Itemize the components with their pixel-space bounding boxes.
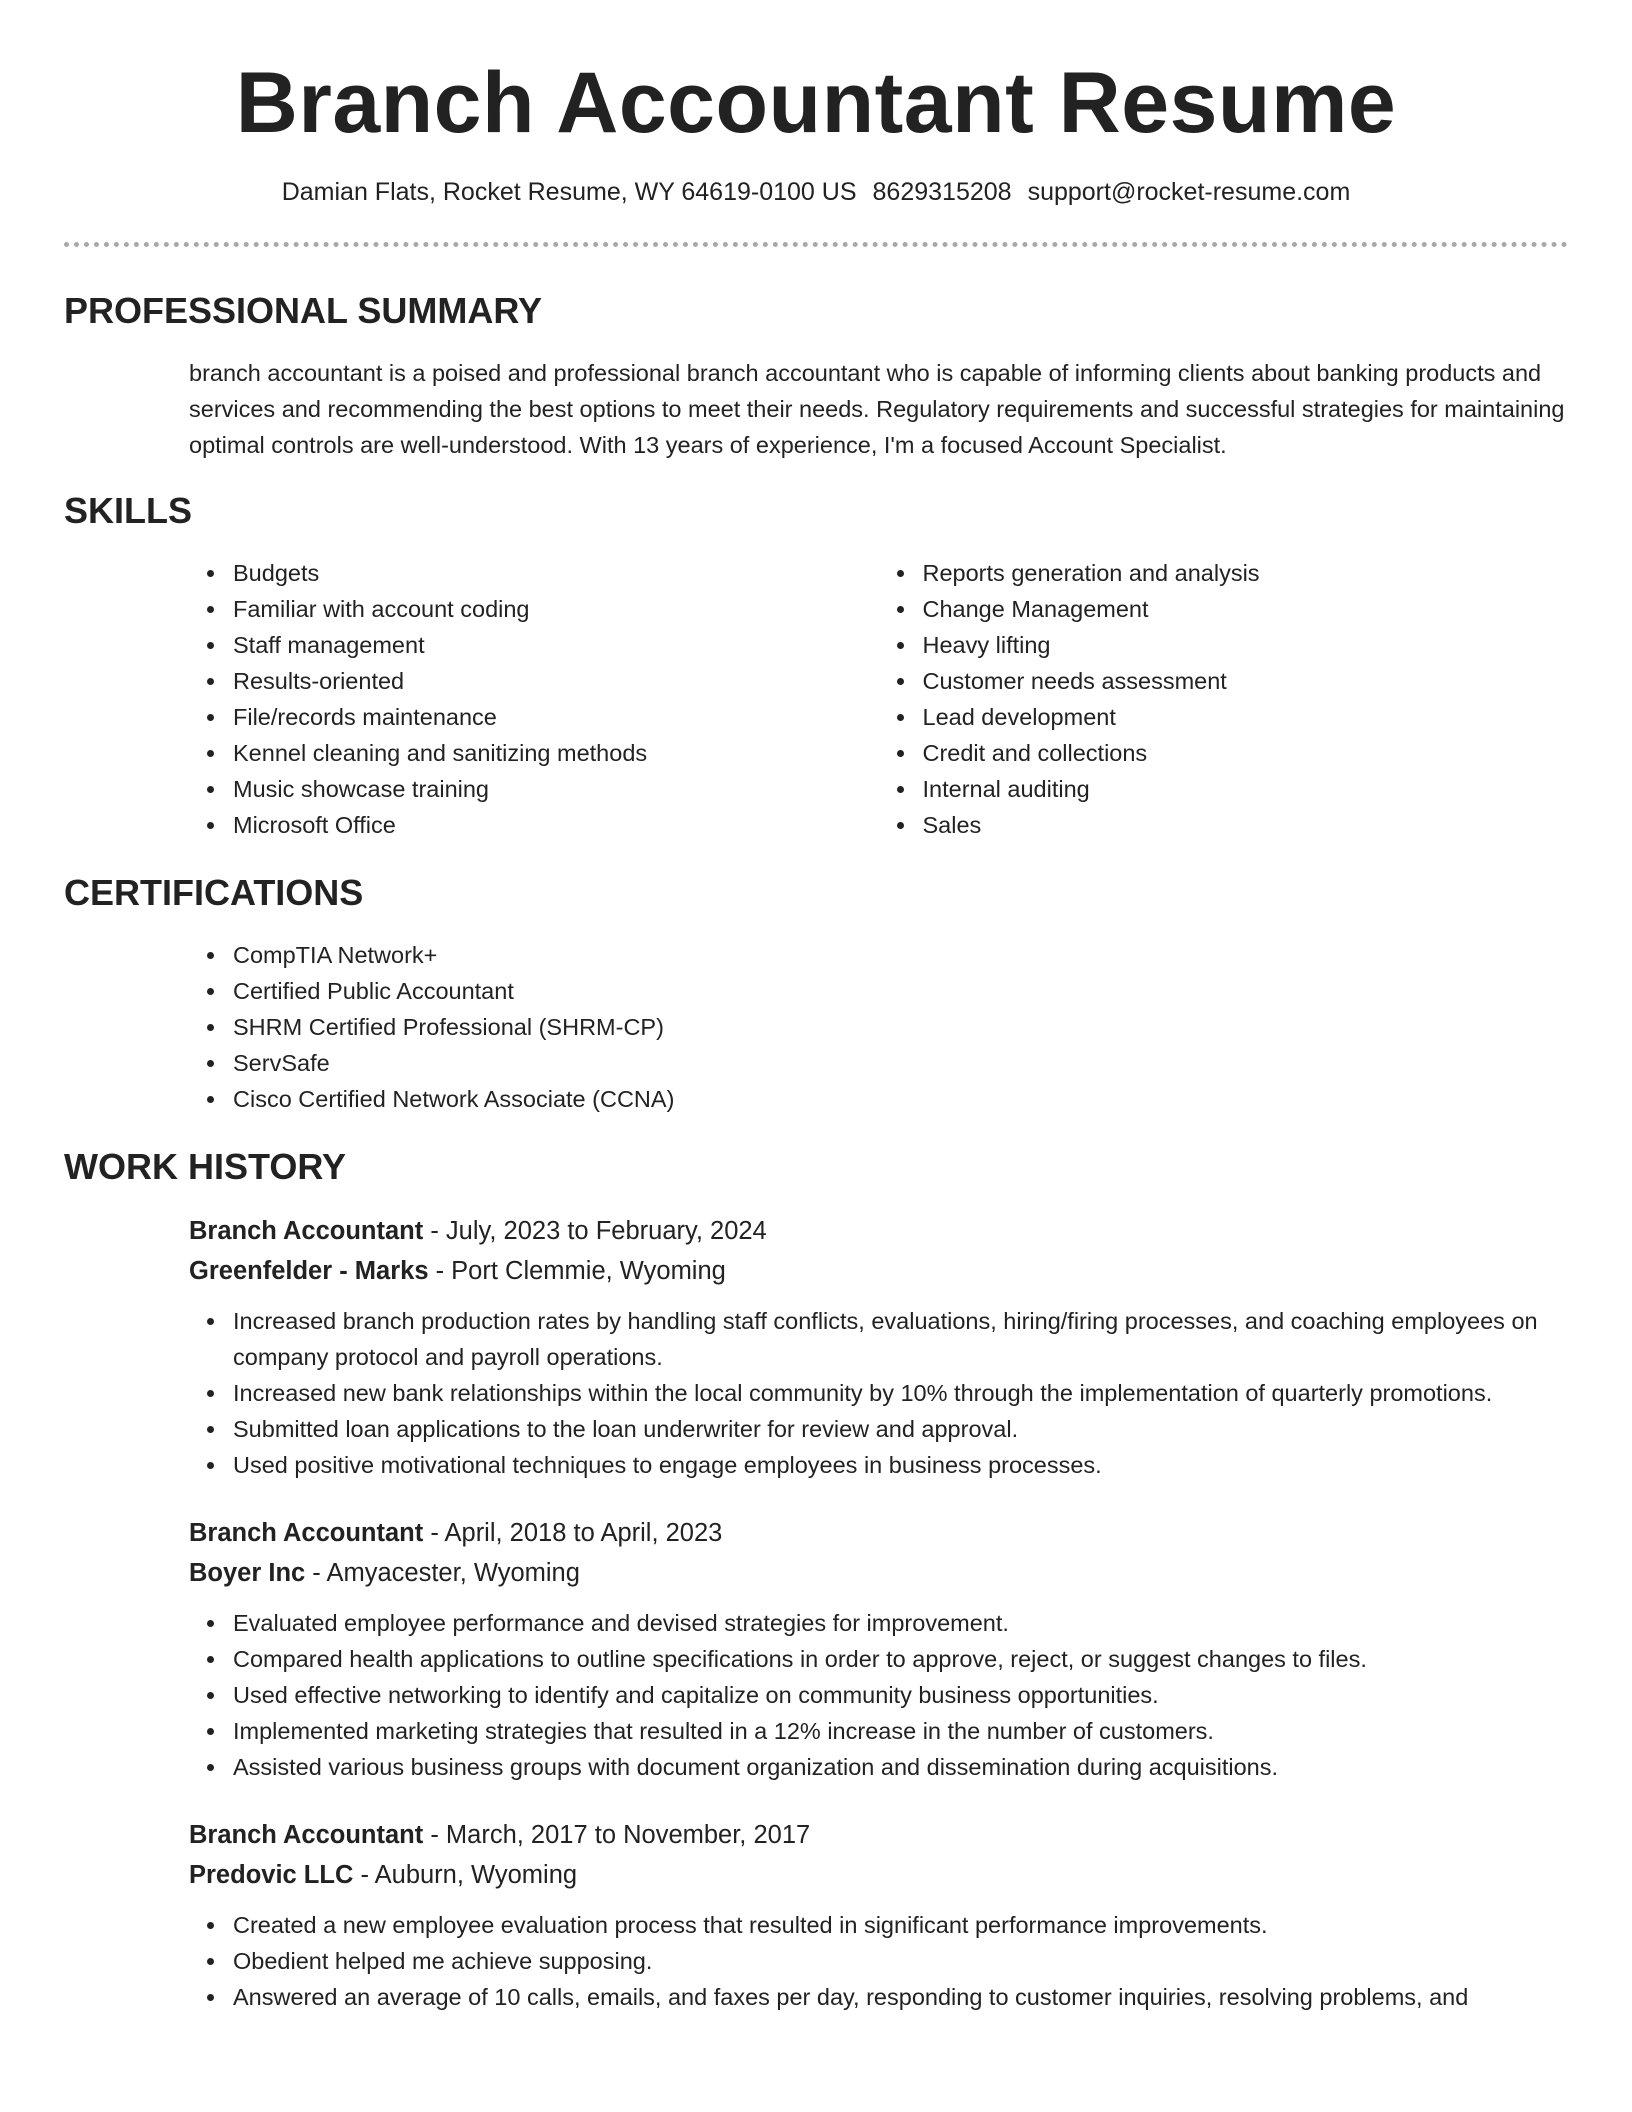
job-company: Greenfelder - Marks xyxy=(189,1257,429,1285)
certification-item: CompTIA Network+ xyxy=(233,937,1568,973)
summary-text: branch accountant is a poised and professional branch accountant who is capable of informing clients about banking products and services and recommending the best options to meet their needs. Regulatory requirements and successful strategies for maintaining optimal controls are well-understood. With 13 years of experience, I'm a focused Account Specialist. xyxy=(189,360,1565,458)
job-dates: - April, 2018 to April, 2023 xyxy=(423,1519,723,1547)
job-location: - Port Clemmie, Wyoming xyxy=(428,1257,726,1285)
skills-list-left xyxy=(189,555,879,843)
work-history-heading: WORK HISTORY xyxy=(64,1146,347,1187)
work-history-list xyxy=(64,1211,1568,2015)
job-bullets xyxy=(189,1303,1613,1483)
skills-heading: SKILLS xyxy=(64,490,193,531)
contact-phone: 8629315208 xyxy=(872,178,1012,206)
skills-list-right xyxy=(879,555,1569,843)
job-title: Branch Accountant xyxy=(189,1519,424,1547)
job-bullet: Implemented marketing strategies that resulted in a 12% increase in the number of customers. xyxy=(233,1713,1613,1749)
contact-email: support@rocket-resume.com xyxy=(1027,178,1351,206)
skill-item: File/records maintenance xyxy=(233,699,879,735)
job-company-line xyxy=(189,1251,1568,1291)
job-bullets xyxy=(189,1907,1613,2015)
job-bullet: Obedient helped me achieve supposing. xyxy=(233,1943,1613,1979)
job-company-line xyxy=(189,1553,1568,1593)
skill-item: Lead development xyxy=(923,699,1569,735)
job-title-line xyxy=(189,1211,1568,1251)
job-entry xyxy=(189,1211,1568,1483)
job-dates: - March, 2017 to November, 2017 xyxy=(423,1821,811,1849)
job-bullet: Evaluated employee performance and devised strategies for improvement. xyxy=(233,1605,1613,1641)
job-company: Boyer Inc xyxy=(189,1559,306,1587)
header-divider xyxy=(64,242,1568,247)
skill-item: Familiar with account coding xyxy=(233,591,879,627)
certifications-heading: CERTIFICATIONS xyxy=(64,872,364,913)
skill-item: Internal auditing xyxy=(923,771,1569,807)
job-bullet: Used positive motivational techniques to engage employees in business processes. xyxy=(233,1447,1613,1483)
job-title: Branch Accountant xyxy=(189,1821,424,1849)
job-bullets xyxy=(189,1605,1613,1785)
job-bullet: Created a new employee evaluation process that resulted in significant performance improvements. xyxy=(233,1907,1613,1943)
certification-item: Cisco Certified Network Associate (CCNA) xyxy=(233,1081,1568,1117)
job-bullet: Assisted various business groups with document organization and dissemination during acquisitions. xyxy=(233,1749,1613,1785)
skill-item: Music showcase training xyxy=(233,771,879,807)
skill-item: Microsoft Office xyxy=(233,807,879,843)
job-company: Predovic LLC xyxy=(189,1861,354,1889)
job-bullet: Increased branch production rates by handling staff conflicts, evaluations, hiring/firing processes, and coaching employees on company protocol and payroll operations. xyxy=(233,1303,1613,1375)
contact-line xyxy=(64,176,1568,208)
job-bullet: Submitted loan applications to the loan underwriter for review and approval. xyxy=(233,1411,1613,1447)
job-entry xyxy=(189,1815,1568,2015)
skill-item: Kennel cleaning and sanitizing methods xyxy=(233,735,879,771)
certifications-list xyxy=(189,937,1568,1117)
skill-item: Budgets xyxy=(233,555,879,591)
job-dates: - July, 2023 to February, 2024 xyxy=(423,1217,767,1245)
job-title-line xyxy=(189,1815,1568,1855)
job-title-line xyxy=(189,1513,1568,1553)
skill-item: Reports generation and analysis xyxy=(923,555,1569,591)
skill-item: Heavy lifting xyxy=(923,627,1569,663)
skill-item: Results-oriented xyxy=(233,663,879,699)
job-location: - Amyacester, Wyoming xyxy=(305,1559,580,1587)
skill-item: Change Management xyxy=(923,591,1569,627)
skill-item: Customer needs assessment xyxy=(923,663,1569,699)
skill-item: Sales xyxy=(923,807,1569,843)
job-title: Branch Accountant xyxy=(189,1217,424,1245)
job-entry xyxy=(189,1513,1568,1785)
skill-item: Credit and collections xyxy=(923,735,1569,771)
job-location: - Auburn, Wyoming xyxy=(353,1861,578,1889)
job-company-line xyxy=(189,1855,1568,1895)
certification-item: ServSafe xyxy=(233,1045,1568,1081)
resume-title: Branch Accountant Resume xyxy=(235,55,1397,151)
job-bullet: Answered an average of 10 calls, emails, and faxes per day, responding to customer inquiries, resolving problems, and xyxy=(233,1979,1613,2015)
skills-columns xyxy=(189,555,1568,843)
job-bullet: Compared health applications to outline specifications in order to approve, reject, or suggest changes to files. xyxy=(233,1641,1613,1677)
job-bullet: Increased new bank relationships within the local community by 10% through the implementation of quarterly promotions. xyxy=(233,1375,1613,1411)
skill-item: Staff management xyxy=(233,627,879,663)
certification-item: Certified Public Accountant xyxy=(233,973,1568,1009)
summary-heading: PROFESSIONAL SUMMARY xyxy=(64,290,543,331)
job-bullet: Used effective networking to identify and capitalize on community business opportunities. xyxy=(233,1677,1613,1713)
contact-address: Damian Flats, Rocket Resume, WY 64619-0100 US xyxy=(281,178,857,206)
certification-item: SHRM Certified Professional (SHRM-CP) xyxy=(233,1009,1568,1045)
